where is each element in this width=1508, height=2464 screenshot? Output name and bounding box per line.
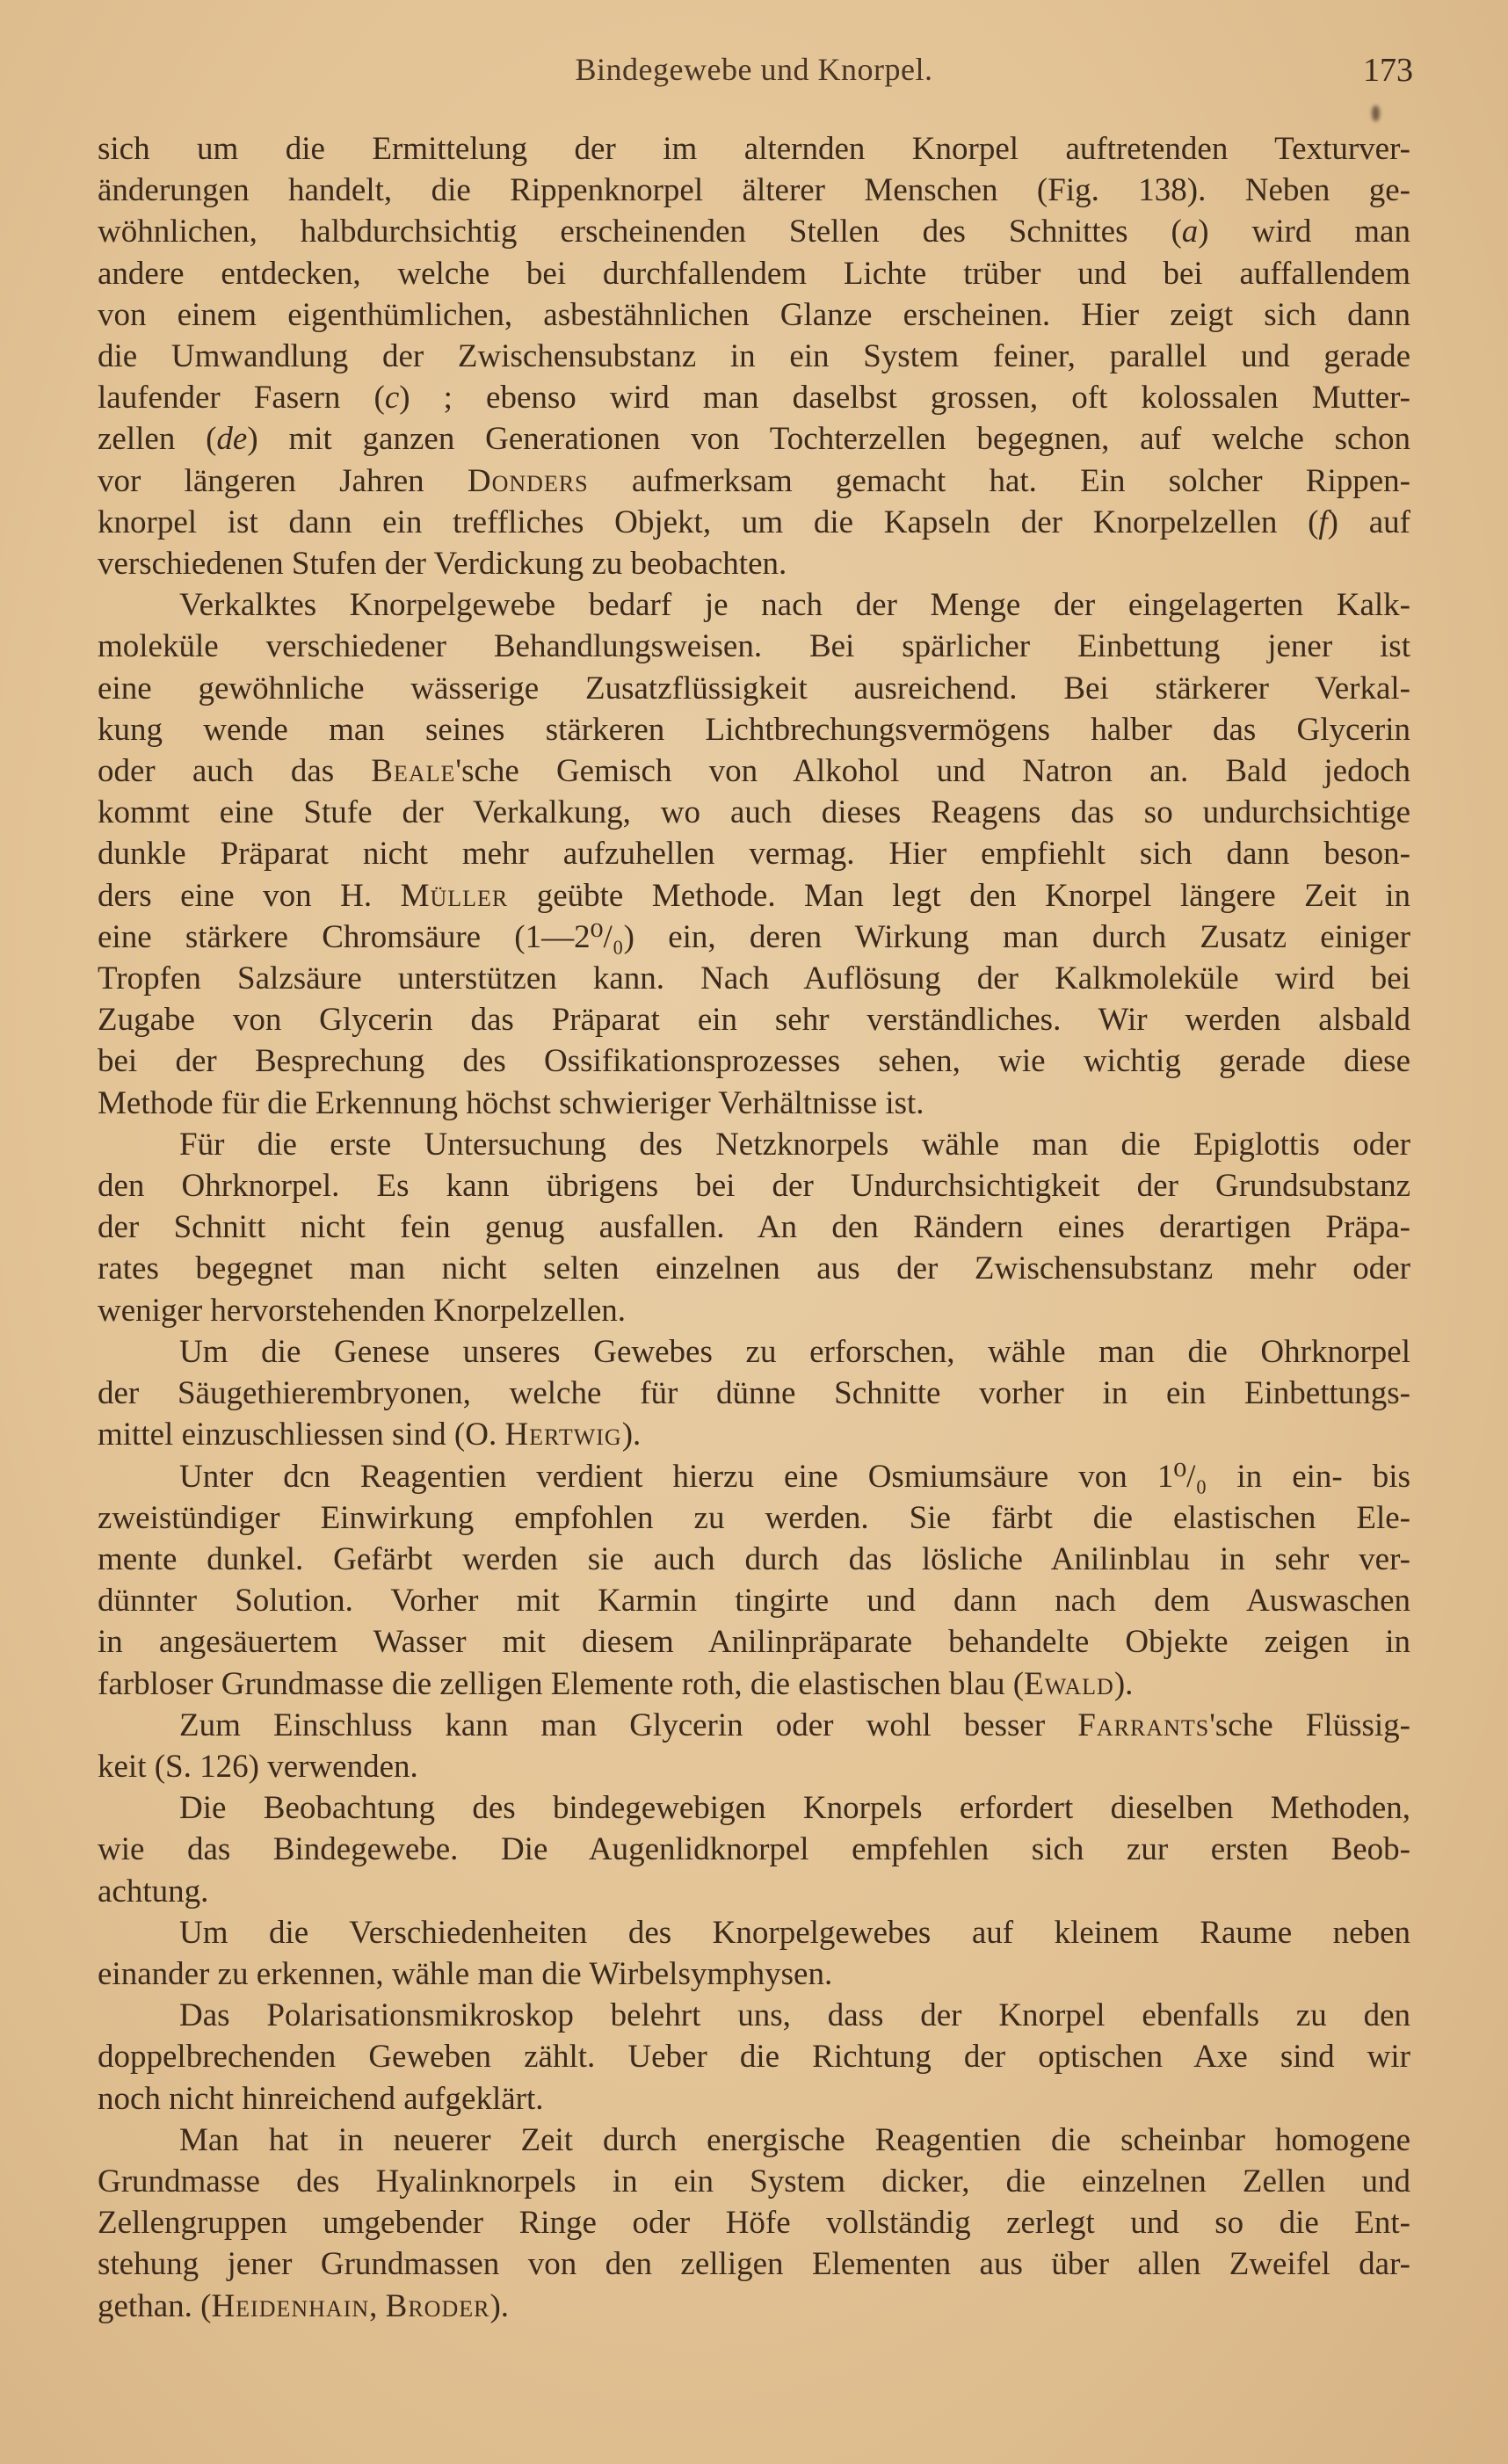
text-line [98,917,1410,958]
paragraph [98,584,1410,1124]
text-segment: ) auf [1327,504,1410,540]
paragraph [98,1995,1410,2120]
text-segment: mittel einzuschliessen sind (O. [98,1417,505,1453]
text-line [98,1248,1410,1289]
author-name: Farrants [1077,1707,1210,1743]
text-line [98,2036,1410,2077]
paragraph [98,2120,1410,2327]
text-segment: den Ohrknorpel. Es kann übrigens bei der Undurchsichtigkeit der Grundsubstanz [98,1168,1410,1205]
text-segment: keit (S. 126) verwenden. [98,1748,418,1785]
text-line [98,584,1410,626]
text-segment: moleküle verschiedener Behandlungsweisen. Bei spärlicher Einbettung jener ist [98,628,1410,665]
text-line [98,377,1410,418]
text-line [98,1829,1410,1870]
author-name: Heidenhain [211,2287,370,2324]
running-header-title: Bindegewebe und Knorpel. [575,52,933,87]
text-segment: rates begegnet man nicht selten einzelnen aus der Zwischensubstanz mehr oder [98,1250,1410,1287]
text-segment: knorpel ist dann ein treffliches Objekt, um die Kapseln der Knorpelzellen ( [98,504,1319,540]
text-line [98,1456,1410,1497]
text-line [98,502,1410,543]
text-line [98,1414,1410,1455]
text-segment: eine stärkere Chromsäure (1—2⁰/₀) ein, deren Wirkung man durch Zusatz einiger [98,918,1410,955]
text-line [98,1207,1410,1248]
text-segment: laufender Fasern ( [98,380,385,417]
text-segment: zweistündiger Einwirkung empfohlen zu werden. Sie färbt die elastischen Ele- [98,1499,1410,1536]
text-segment: ) mit ganzen Generationen von Tochterzellen begegnen, auf welche schon [247,421,1410,458]
author-name: Ewald [1024,1665,1114,1702]
body-text [98,128,1410,2327]
text-segment: Um die Verschiedenheiten des Knorpelgewebes auf kleinem Raume neben [179,1914,1410,1951]
text-segment: vor längeren Jahren [98,462,468,499]
text-segment: ) ; ebenso wird man daselbst grossen, oft kolossalen Mutter- [399,380,1410,417]
text-segment: geübte Methode. Man legt den Knorpel längere Zeit in [508,877,1410,914]
text-segment: Methode für die Erkennung höchst schwieriger Verhältnisse ist. [98,1084,924,1121]
text-segment: oder auch das [98,753,372,790]
figure-reference-letter: c [384,380,400,417]
author-name: Hertwig [504,1417,622,1453]
text-segment: Verkalktes Knorpelgewebe bedarf je nach der Menge der eingelagerten Kalk- [179,587,1410,624]
text-line [98,1995,1410,2036]
text-segment: mente dunkel. Gefärbt werden sie auch durch das lösliche Anilinblau in sehr ver- [98,1540,1410,1577]
text-line [98,1705,1410,1746]
text-segment: aufmerksam gemacht hat. Ein solcher Rippen- [588,462,1410,499]
text-line [98,626,1410,667]
text-segment: Das Polarisationsmikroskop belehrt uns, dass der Knorpel ebenfalls zu den [179,1997,1410,2034]
text-line [98,999,1410,1040]
text-line [98,709,1410,750]
text-line [98,253,1410,294]
text-segment: ) wird man [1198,214,1410,250]
text-segment: gethan. ( [98,2287,212,2324]
page-number: 173 [1363,52,1413,89]
text-line [98,460,1410,502]
paragraph [98,128,1410,584]
text-segment: kung wende man seines stärkeren Lichtbrechungsvermögens halber das Glycerin [98,711,1410,748]
text-line [98,2161,1410,2202]
text-line [98,1373,1410,1414]
paragraph [98,1705,1410,1787]
text-segment: doppelbrechenden Geweben zählt. Ueber die Richtung der optischen Axe sind wir [98,2039,1410,2076]
text-segment: Zellengruppen umgebender Ringe oder Höfe vollständig zerlegt und so die Ent- [98,2205,1410,2242]
text-segment: Die Beobachtung des bindegewebigen Knorpels erfordert dieselben Methoden, [179,1790,1410,1827]
text-line [98,1953,1410,1995]
text-line [98,336,1410,377]
text-line [98,958,1410,999]
text-segment: änderungen handelt, die Rippenknorpel älterer Menschen (Fig. 138). Neben ge- [98,172,1410,209]
text-segment: bei der Besprechung des Ossifikationsprozesses sehen, wie wichtig gerade diese [98,1043,1410,1080]
text-line [98,543,1410,584]
text-line [98,2120,1410,2161]
text-segment: 'sche Flüssig- [1209,1707,1410,1743]
text-segment: noch nicht hinreichend aufgeklärt. [98,2080,544,2117]
text-line [98,1040,1410,1082]
text-segment: , [369,2287,386,2324]
text-line [98,1621,1410,1663]
text-line [98,128,1410,170]
text-segment: von einem eigenthümlichen, asbestähnlichen Glanze erscheinen. Hier zeigt sich dann [98,296,1410,333]
paragraph [98,1124,1410,1331]
figure-reference-letter: f [1318,504,1328,540]
text-line [98,792,1410,833]
text-line [98,2202,1410,2243]
paragraph [98,1331,1410,1456]
text-segment: dunkle Präparat nicht mehr aufzuhellen vermag. Hier empfiehlt sich dann beson- [98,836,1410,873]
text-segment: andere entdecken, welche bei durchfallendem Lichte trüber und bei auffallendem [98,255,1410,292]
paragraph [98,1912,1410,1995]
text-segment: ). [621,1417,642,1453]
text-line [98,875,1410,917]
text-segment: in angesäuertem Wasser mit diesem Anilinpräparate behandelte Objekte zeigen in [98,1624,1410,1661]
text-line [98,833,1410,874]
text-line [98,2286,1410,2327]
text-line [98,2243,1410,2285]
text-line [98,1497,1410,1539]
text-line [98,170,1410,211]
text-segment: eine gewöhnliche wässerige Zusatzflüssigkeit ausreichend. Bei stärkerer Verkal- [98,670,1410,707]
text-segment: Zugabe von Glycerin das Präparat ein sehr verständliches. Wir werden alsbald [98,1002,1410,1039]
text-segment: stehung jener Grundmassen von den zelligen Elementen aus über allen Zweifel dar- [98,2246,1410,2283]
text-segment: der Schnitt nicht fein genug ausfallen. An den Rändern eines derartigen Präpa- [98,1209,1410,1246]
text-segment: verschiedenen Stufen der Verdickung zu beobachten. [98,546,787,583]
paragraph [98,1456,1410,1705]
text-segment: ). [1113,1665,1134,1702]
text-line [98,1124,1410,1165]
author-name: Müller [400,877,509,914]
text-segment: Unter dcn Reagentien verdient hierzu eine Osmiumsäure von 1⁰/₀ in ein- bis [179,1458,1410,1495]
text-segment: Zum Einschluss kann man Glycerin oder wohl besser [179,1707,1078,1743]
text-segment: zellen ( [98,421,217,458]
text-segment: dünnter Solution. Vorher mit Karmin tingirte und dann nach dem Auswaschen [98,1583,1410,1620]
text-segment: die Umwandlung der Zwischensubstanz in ein System feiner, parallel und gerade [98,338,1410,375]
text-line [98,668,1410,709]
text-segment: Man hat in neuerer Zeit durch energische Reagentien die scheinbar homogene [179,2121,1410,2158]
figure-reference-letter: a [1181,214,1199,250]
text-line [98,1290,1410,1331]
text-segment: achtung. [98,1873,209,1910]
author-name: Donders [467,462,589,499]
text-line [98,1871,1410,1912]
text-line [98,1663,1410,1705]
text-line [98,2078,1410,2120]
text-segment: 'sche Gemisch von Alkohol und Natron an. Bald jedoch [455,753,1410,790]
text-line [98,211,1410,252]
author-name: Broder [385,2287,490,2324]
text-line [98,750,1410,792]
text-line [98,1539,1410,1580]
ink-blot-mark [1372,105,1380,121]
text-segment: sich um die Ermittelung der im alternden Knorpel auftretenden Texturver- [98,131,1410,167]
text-segment: der Säugethierembryonen, welche für dünne Schnitte vorher in ein Einbettungs- [98,1375,1410,1412]
text-segment: einander zu erkennen, wähle man die Wirbelsymphysen. [98,1955,833,1992]
text-line [98,1165,1410,1207]
text-line [98,1787,1410,1829]
text-segment: weniger hervorstehenden Knorpelzellen. [98,1292,626,1329]
author-name: Beale [371,753,456,790]
text-segment: kommt eine Stufe der Verkalkung, wo auch dieses Reagens das so undurchsichtige [98,794,1410,831]
text-line [98,1083,1410,1124]
paragraph [98,1787,1410,1912]
text-segment: Für die erste Untersuchung des Netzknorpels wähle man die Epiglottis oder [179,1126,1410,1163]
figure-reference-letter: de [216,421,248,458]
text-segment: farbloser Grundmasse die zelligen Elemente roth, die elastischen blau ( [98,1665,1025,1702]
text-line [98,418,1410,460]
text-line [98,1746,1410,1787]
text-segment: wie das Bindegewebe. Die Augenlidknorpel empfehlen sich zur ersten Beob- [98,1831,1410,1868]
text-line [98,1912,1410,1953]
text-segment: wöhnlichen, halbdurchsichtig erscheinenden Stellen des Schnittes ( [98,214,1182,250]
text-segment: Um die Genese unseres Gewebes zu erforschen, wähle man die Ohrknorpel [179,1333,1410,1370]
text-line [98,1580,1410,1621]
text-segment: ders eine von H. [98,877,401,914]
text-segment: ). [489,2287,510,2324]
text-segment: Grundmasse des Hyalinknorpels in ein System dicker, die einzelnen Zellen und [98,2163,1410,2199]
text-line [98,1331,1410,1373]
text-segment: Tropfen Salzsäure unterstützen kann. Nach Auflösung der Kalkmoleküle wird bei [98,960,1410,997]
text-line [98,294,1410,336]
